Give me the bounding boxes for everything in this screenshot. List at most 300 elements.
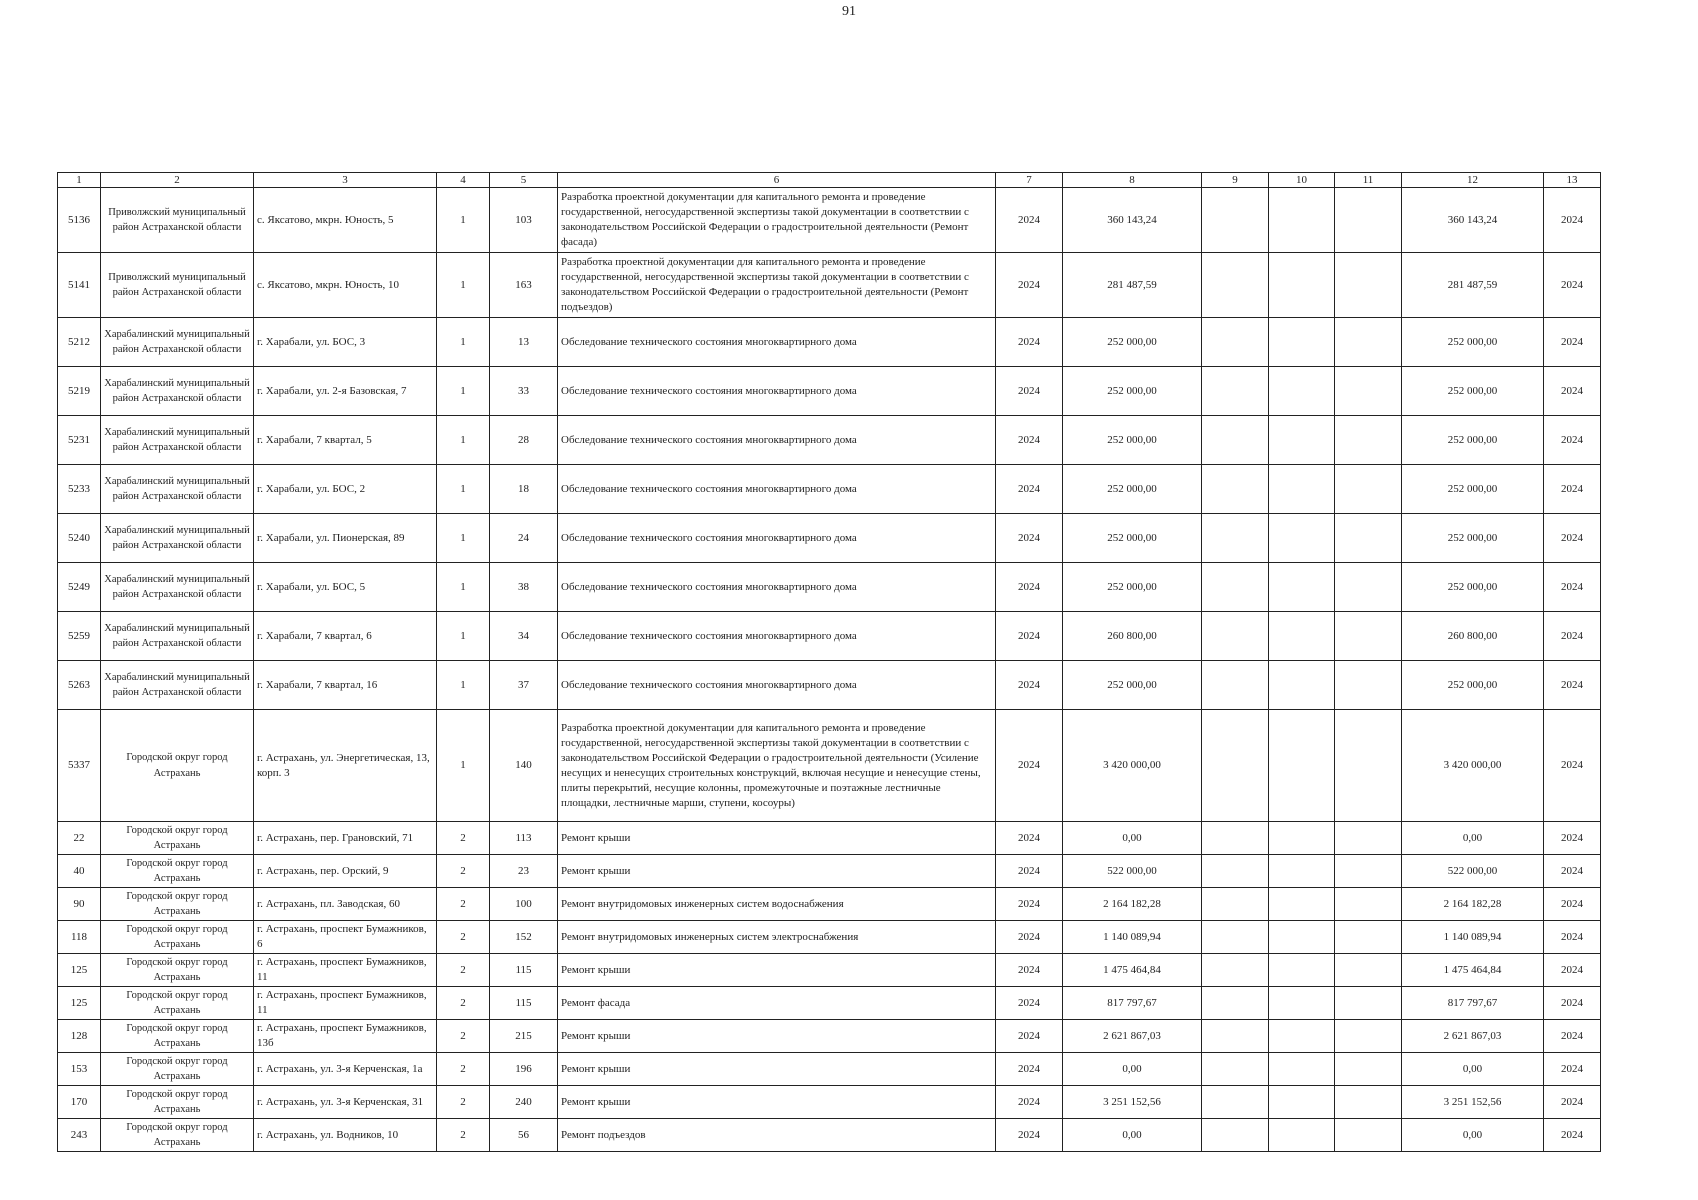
work-type-cell: Обследование технического состояния многоквартирного дома bbox=[558, 367, 996, 416]
address-cell: с. Яксатово, мкрн. Юность, 10 bbox=[254, 253, 437, 318]
total-cell: 281 487,59 bbox=[1402, 253, 1544, 318]
column-4-cell: 1 bbox=[437, 367, 490, 416]
end-year-cell: 2024 bbox=[1544, 661, 1601, 710]
year-cell: 2024 bbox=[996, 822, 1063, 855]
id-cell: 5263 bbox=[58, 661, 101, 710]
total-cell: 3 251 152,56 bbox=[1402, 1086, 1544, 1119]
end-year-cell: 2024 bbox=[1544, 612, 1601, 661]
end-year-cell: 2024 bbox=[1544, 1020, 1601, 1053]
district-cell: Харабалинский муниципальный район Астраханской области bbox=[101, 661, 254, 710]
work-type-cell: Ремонт крыши bbox=[558, 1086, 996, 1119]
column-11-cell bbox=[1335, 888, 1402, 921]
column-number-cell: 1 bbox=[58, 173, 101, 188]
column-number-cell: 2 bbox=[101, 173, 254, 188]
column-9-cell bbox=[1202, 188, 1269, 253]
column-10-cell bbox=[1269, 855, 1335, 888]
column-4-cell: 2 bbox=[437, 1053, 490, 1086]
column-9-cell bbox=[1202, 710, 1269, 822]
total-cell: 252 000,00 bbox=[1402, 661, 1544, 710]
column-11-cell bbox=[1335, 1086, 1402, 1119]
column-4-cell: 2 bbox=[437, 1086, 490, 1119]
district-cell: Приволжский муниципальный район Астраханской области bbox=[101, 253, 254, 318]
column-4-cell: 2 bbox=[437, 1119, 490, 1152]
column-11-cell bbox=[1335, 661, 1402, 710]
page-number: 91 bbox=[842, 4, 856, 19]
column-9-cell bbox=[1202, 954, 1269, 987]
id-cell: 40 bbox=[58, 855, 101, 888]
column-number-cell: 4 bbox=[437, 173, 490, 188]
id-cell: 5240 bbox=[58, 514, 101, 563]
column-11-cell bbox=[1335, 1020, 1402, 1053]
column-number-cell: 11 bbox=[1335, 173, 1402, 188]
id-cell: 5233 bbox=[58, 465, 101, 514]
column-9-cell bbox=[1202, 987, 1269, 1020]
district-cell: Городской округ город Астрахань bbox=[101, 1119, 254, 1152]
address-cell: г. Астрахань, пл. Заводская, 60 bbox=[254, 888, 437, 921]
column-number-cell: 12 bbox=[1402, 173, 1544, 188]
column-9-cell bbox=[1202, 465, 1269, 514]
column-5-cell: 113 bbox=[490, 822, 558, 855]
district-cell: Харабалинский муниципальный район Астраханской области bbox=[101, 612, 254, 661]
district-cell: Городской округ город Астрахань bbox=[101, 822, 254, 855]
table-row bbox=[58, 514, 1601, 563]
amount-cell: 281 487,59 bbox=[1063, 253, 1202, 318]
column-10-cell bbox=[1269, 514, 1335, 563]
total-cell: 360 143,24 bbox=[1402, 188, 1544, 253]
column-9-cell bbox=[1202, 855, 1269, 888]
column-4-cell: 1 bbox=[437, 318, 490, 367]
amount-cell: 252 000,00 bbox=[1063, 514, 1202, 563]
total-cell: 252 000,00 bbox=[1402, 367, 1544, 416]
district-cell: Городской округ город Астрахань bbox=[101, 710, 254, 822]
total-cell: 2 621 867,03 bbox=[1402, 1020, 1544, 1053]
end-year-cell: 2024 bbox=[1544, 514, 1601, 563]
table-row bbox=[58, 563, 1601, 612]
id-cell: 5231 bbox=[58, 416, 101, 465]
column-10-cell bbox=[1269, 710, 1335, 822]
column-4-cell: 1 bbox=[437, 514, 490, 563]
end-year-cell: 2024 bbox=[1544, 465, 1601, 514]
table-row bbox=[58, 855, 1601, 888]
id-cell: 5141 bbox=[58, 253, 101, 318]
column-number-cell: 8 bbox=[1063, 173, 1202, 188]
column-10-cell bbox=[1269, 1119, 1335, 1152]
id-cell: 5249 bbox=[58, 563, 101, 612]
column-11-cell bbox=[1335, 921, 1402, 954]
district-cell: Городской округ город Астрахань bbox=[101, 921, 254, 954]
address-cell: г. Астрахань, пер. Грановский, 71 bbox=[254, 822, 437, 855]
table-row bbox=[58, 188, 1601, 253]
address-cell: г. Астрахань, ул. 3-я Керченская, 1а bbox=[254, 1053, 437, 1086]
amount-cell: 260 800,00 bbox=[1063, 612, 1202, 661]
end-year-cell: 2024 bbox=[1544, 318, 1601, 367]
column-10-cell bbox=[1269, 987, 1335, 1020]
year-cell: 2024 bbox=[996, 1020, 1063, 1053]
table-row bbox=[58, 253, 1601, 318]
column-5-cell: 33 bbox=[490, 367, 558, 416]
total-cell: 1 140 089,94 bbox=[1402, 921, 1544, 954]
column-5-cell: 115 bbox=[490, 954, 558, 987]
amount-cell: 3 420 000,00 bbox=[1063, 710, 1202, 822]
work-type-cell: Обследование технического состояния многоквартирного дома bbox=[558, 661, 996, 710]
column-11-cell bbox=[1335, 710, 1402, 822]
table-row bbox=[58, 921, 1601, 954]
column-5-cell: 24 bbox=[490, 514, 558, 563]
column-11-cell bbox=[1335, 416, 1402, 465]
column-9-cell bbox=[1202, 888, 1269, 921]
table-row bbox=[58, 1119, 1601, 1152]
district-cell: Харабалинский муниципальный район Астраханской области bbox=[101, 367, 254, 416]
column-11-cell bbox=[1335, 1119, 1402, 1152]
address-cell: г. Астрахань, проспект Бумажников, 11 bbox=[254, 987, 437, 1020]
year-cell: 2024 bbox=[996, 1053, 1063, 1086]
work-type-cell: Обследование технического состояния многоквартирного дома bbox=[558, 514, 996, 563]
id-cell: 22 bbox=[58, 822, 101, 855]
column-4-cell: 2 bbox=[437, 1020, 490, 1053]
work-type-cell: Ремонт подъездов bbox=[558, 1119, 996, 1152]
column-10-cell bbox=[1269, 612, 1335, 661]
column-5-cell: 37 bbox=[490, 661, 558, 710]
total-cell: 1 475 464,84 bbox=[1402, 954, 1544, 987]
column-4-cell: 2 bbox=[437, 888, 490, 921]
district-cell: Харабалинский муниципальный район Астраханской области bbox=[101, 318, 254, 367]
column-4-cell: 2 bbox=[437, 954, 490, 987]
column-9-cell bbox=[1202, 921, 1269, 954]
year-cell: 2024 bbox=[996, 188, 1063, 253]
end-year-cell: 2024 bbox=[1544, 822, 1601, 855]
column-9-cell bbox=[1202, 1020, 1269, 1053]
column-5-cell: 34 bbox=[490, 612, 558, 661]
end-year-cell: 2024 bbox=[1544, 253, 1601, 318]
column-10-cell bbox=[1269, 563, 1335, 612]
id-cell: 125 bbox=[58, 954, 101, 987]
table-row bbox=[58, 1053, 1601, 1086]
amount-cell: 2 621 867,03 bbox=[1063, 1020, 1202, 1053]
total-cell: 260 800,00 bbox=[1402, 612, 1544, 661]
table-row bbox=[58, 888, 1601, 921]
address-cell: г. Астрахань, проспект Бумажников, 13б bbox=[254, 1020, 437, 1053]
total-cell: 252 000,00 bbox=[1402, 563, 1544, 612]
column-5-cell: 163 bbox=[490, 253, 558, 318]
column-9-cell bbox=[1202, 318, 1269, 367]
column-number-cell: 10 bbox=[1269, 173, 1335, 188]
column-5-cell: 103 bbox=[490, 188, 558, 253]
work-type-cell: Ремонт крыши bbox=[558, 822, 996, 855]
end-year-cell: 2024 bbox=[1544, 416, 1601, 465]
column-5-cell: 140 bbox=[490, 710, 558, 822]
address-cell: г. Астрахань, ул. Водников, 10 bbox=[254, 1119, 437, 1152]
year-cell: 2024 bbox=[996, 367, 1063, 416]
address-cell: г. Харабали, ул. БОС, 5 bbox=[254, 563, 437, 612]
amount-cell: 0,00 bbox=[1063, 1053, 1202, 1086]
column-11-cell bbox=[1335, 563, 1402, 612]
address-cell: г. Астрахань, пер. Орский, 9 bbox=[254, 855, 437, 888]
column-4-cell: 2 bbox=[437, 921, 490, 954]
column-4-cell: 1 bbox=[437, 710, 490, 822]
column-9-cell bbox=[1202, 563, 1269, 612]
column-10-cell bbox=[1269, 954, 1335, 987]
column-10-cell bbox=[1269, 465, 1335, 514]
end-year-cell: 2024 bbox=[1544, 855, 1601, 888]
work-type-cell: Обследование технического состояния многоквартирного дома bbox=[558, 318, 996, 367]
table-row bbox=[58, 465, 1601, 514]
column-9-cell bbox=[1202, 1086, 1269, 1119]
column-11-cell bbox=[1335, 514, 1402, 563]
column-11-cell bbox=[1335, 855, 1402, 888]
total-cell: 0,00 bbox=[1402, 1053, 1544, 1086]
column-5-cell: 38 bbox=[490, 563, 558, 612]
table-row bbox=[58, 367, 1601, 416]
amount-cell: 1 140 089,94 bbox=[1063, 921, 1202, 954]
table-row bbox=[58, 612, 1601, 661]
work-type-cell: Ремонт крыши bbox=[558, 1053, 996, 1086]
column-9-cell bbox=[1202, 661, 1269, 710]
amount-cell: 0,00 bbox=[1063, 1119, 1202, 1152]
amount-cell: 252 000,00 bbox=[1063, 416, 1202, 465]
address-cell: г. Астрахань, ул. Энергетическая, 13, корп. 3 bbox=[254, 710, 437, 822]
year-cell: 2024 bbox=[996, 855, 1063, 888]
id-cell: 90 bbox=[58, 888, 101, 921]
column-9-cell bbox=[1202, 822, 1269, 855]
total-cell: 2 164 182,28 bbox=[1402, 888, 1544, 921]
table-row bbox=[58, 710, 1601, 822]
work-type-cell: Ремонт внутридомовых инженерных систем водоснабжения bbox=[558, 888, 996, 921]
column-11-cell bbox=[1335, 465, 1402, 514]
column-9-cell bbox=[1202, 612, 1269, 661]
end-year-cell: 2024 bbox=[1544, 921, 1601, 954]
year-cell: 2024 bbox=[996, 987, 1063, 1020]
column-number-cell: 5 bbox=[490, 173, 558, 188]
work-type-cell: Ремонт внутридомовых инженерных систем электроснабжения bbox=[558, 921, 996, 954]
year-cell: 2024 bbox=[996, 710, 1063, 822]
id-cell: 128 bbox=[58, 1020, 101, 1053]
id-cell: 5212 bbox=[58, 318, 101, 367]
end-year-cell: 2024 bbox=[1544, 563, 1601, 612]
column-4-cell: 2 bbox=[437, 987, 490, 1020]
work-type-cell: Ремонт фасада bbox=[558, 987, 996, 1020]
district-cell: Городской округ город Астрахань bbox=[101, 954, 254, 987]
year-cell: 2024 bbox=[996, 514, 1063, 563]
column-4-cell: 1 bbox=[437, 661, 490, 710]
address-cell: г. Харабали, 7 квартал, 16 bbox=[254, 661, 437, 710]
total-cell: 252 000,00 bbox=[1402, 514, 1544, 563]
year-cell: 2024 bbox=[996, 563, 1063, 612]
column-9-cell bbox=[1202, 367, 1269, 416]
column-11-cell bbox=[1335, 367, 1402, 416]
year-cell: 2024 bbox=[996, 921, 1063, 954]
work-type-cell: Разработка проектной документации для капитального ремонта и проведение государственной, негосударственной экспертизы такой документации в соответствии с законодательством Российской Федерации о градостроительной деятельности (Ремонт подъездов) bbox=[558, 253, 996, 318]
column-9-cell bbox=[1202, 514, 1269, 563]
work-type-cell: Ремонт крыши bbox=[558, 954, 996, 987]
repair-registry-table bbox=[57, 172, 1601, 1152]
column-4-cell: 1 bbox=[437, 465, 490, 514]
column-number-cell: 6 bbox=[558, 173, 996, 188]
end-year-cell: 2024 bbox=[1544, 954, 1601, 987]
address-cell: г. Харабали, ул. Пионерская, 89 bbox=[254, 514, 437, 563]
column-10-cell bbox=[1269, 1086, 1335, 1119]
address-cell: г. Харабали, ул. БОС, 2 bbox=[254, 465, 437, 514]
column-4-cell: 1 bbox=[437, 563, 490, 612]
district-cell: Харабалинский муниципальный район Астраханской области bbox=[101, 465, 254, 514]
district-cell: Городской округ город Астрахань bbox=[101, 1086, 254, 1119]
id-cell: 118 bbox=[58, 921, 101, 954]
year-cell: 2024 bbox=[996, 612, 1063, 661]
year-cell: 2024 bbox=[996, 661, 1063, 710]
work-type-cell: Разработка проектной документации для капитального ремонта и проведение государственной, негосударственной экспертизы такой документации в соответствии с законодательством Российской Федерации о градостроительной деятельности (Усиление несущих и ненесущих строительных конструкций, включая несущие и ненесущие стены, плиты перекрытий, несущие колонны, промежуточные и поэтажные лестничные площадки, лестничные марши, ступени, косоуры) bbox=[558, 710, 996, 822]
column-10-cell bbox=[1269, 416, 1335, 465]
id-cell: 170 bbox=[58, 1086, 101, 1119]
total-cell: 0,00 bbox=[1402, 822, 1544, 855]
column-5-cell: 13 bbox=[490, 318, 558, 367]
year-cell: 2024 bbox=[996, 416, 1063, 465]
column-5-cell: 18 bbox=[490, 465, 558, 514]
column-10-cell bbox=[1269, 318, 1335, 367]
column-number-cell: 9 bbox=[1202, 173, 1269, 188]
total-cell: 817 797,67 bbox=[1402, 987, 1544, 1020]
table-row bbox=[58, 1086, 1601, 1119]
end-year-cell: 2024 bbox=[1544, 1053, 1601, 1086]
table-row bbox=[58, 318, 1601, 367]
column-4-cell: 2 bbox=[437, 822, 490, 855]
address-cell: г. Харабали, ул. 2-я Базовская, 7 bbox=[254, 367, 437, 416]
column-number-cell: 3 bbox=[254, 173, 437, 188]
district-cell: Приволжский муниципальный район Астраханской области bbox=[101, 188, 254, 253]
column-5-cell: 115 bbox=[490, 987, 558, 1020]
amount-cell: 2 164 182,28 bbox=[1063, 888, 1202, 921]
amount-cell: 252 000,00 bbox=[1063, 661, 1202, 710]
work-type-cell: Обследование технического состояния многоквартирного дома bbox=[558, 612, 996, 661]
table-row bbox=[58, 1020, 1601, 1053]
year-cell: 2024 bbox=[996, 954, 1063, 987]
amount-cell: 0,00 bbox=[1063, 822, 1202, 855]
amount-cell: 252 000,00 bbox=[1063, 318, 1202, 367]
year-cell: 2024 bbox=[996, 318, 1063, 367]
district-cell: Городской округ город Астрахань bbox=[101, 987, 254, 1020]
column-10-cell bbox=[1269, 1020, 1335, 1053]
address-cell: г. Астрахань, проспект Бумажников, 11 bbox=[254, 954, 437, 987]
district-cell: Городской округ город Астрахань bbox=[101, 888, 254, 921]
amount-cell: 817 797,67 bbox=[1063, 987, 1202, 1020]
table-row bbox=[58, 822, 1601, 855]
district-cell: Харабалинский муниципальный район Астраханской области bbox=[101, 514, 254, 563]
column-number-row bbox=[58, 173, 1601, 188]
address-cell: г. Харабали, 7 квартал, 5 bbox=[254, 416, 437, 465]
amount-cell: 522 000,00 bbox=[1063, 855, 1202, 888]
column-5-cell: 100 bbox=[490, 888, 558, 921]
column-11-cell bbox=[1335, 1053, 1402, 1086]
table-row bbox=[58, 954, 1601, 987]
amount-cell: 3 251 152,56 bbox=[1063, 1086, 1202, 1119]
column-10-cell bbox=[1269, 921, 1335, 954]
column-number-cell: 7 bbox=[996, 173, 1063, 188]
year-cell: 2024 bbox=[996, 1086, 1063, 1119]
amount-cell: 1 475 464,84 bbox=[1063, 954, 1202, 987]
column-5-cell: 215 bbox=[490, 1020, 558, 1053]
column-9-cell bbox=[1202, 416, 1269, 465]
column-11-cell bbox=[1335, 188, 1402, 253]
amount-cell: 252 000,00 bbox=[1063, 563, 1202, 612]
amount-cell: 360 143,24 bbox=[1063, 188, 1202, 253]
column-10-cell bbox=[1269, 188, 1335, 253]
column-9-cell bbox=[1202, 1053, 1269, 1086]
column-10-cell bbox=[1269, 253, 1335, 318]
id-cell: 5259 bbox=[58, 612, 101, 661]
column-9-cell bbox=[1202, 253, 1269, 318]
address-cell: г. Харабали, 7 квартал, 6 bbox=[254, 612, 437, 661]
column-11-cell bbox=[1335, 612, 1402, 661]
total-cell: 252 000,00 bbox=[1402, 416, 1544, 465]
district-cell: Городской округ город Астрахань bbox=[101, 855, 254, 888]
district-cell: Городской округ город Астрахань bbox=[101, 1020, 254, 1053]
id-cell: 125 bbox=[58, 987, 101, 1020]
column-10-cell bbox=[1269, 367, 1335, 416]
work-type-cell: Обследование технического состояния многоквартирного дома bbox=[558, 563, 996, 612]
year-cell: 2024 bbox=[996, 888, 1063, 921]
address-cell: с. Яксатово, мкрн. Юность, 5 bbox=[254, 188, 437, 253]
column-11-cell bbox=[1335, 253, 1402, 318]
column-5-cell: 28 bbox=[490, 416, 558, 465]
end-year-cell: 2024 bbox=[1544, 888, 1601, 921]
address-cell: г. Харабали, ул. БОС, 3 bbox=[254, 318, 437, 367]
column-5-cell: 56 bbox=[490, 1119, 558, 1152]
id-cell: 5219 bbox=[58, 367, 101, 416]
column-5-cell: 152 bbox=[490, 921, 558, 954]
column-number-cell: 13 bbox=[1544, 173, 1601, 188]
column-9-cell bbox=[1202, 1119, 1269, 1152]
total-cell: 252 000,00 bbox=[1402, 318, 1544, 367]
district-cell: Харабалинский муниципальный район Астраханской области bbox=[101, 563, 254, 612]
column-4-cell: 1 bbox=[437, 253, 490, 318]
column-4-cell: 1 bbox=[437, 188, 490, 253]
column-5-cell: 23 bbox=[490, 855, 558, 888]
end-year-cell: 2024 bbox=[1544, 1086, 1601, 1119]
work-type-cell: Ремонт крыши bbox=[558, 1020, 996, 1053]
column-5-cell: 240 bbox=[490, 1086, 558, 1119]
column-11-cell bbox=[1335, 954, 1402, 987]
table-row bbox=[58, 661, 1601, 710]
end-year-cell: 2024 bbox=[1544, 1119, 1601, 1152]
total-cell: 0,00 bbox=[1402, 1119, 1544, 1152]
total-cell: 3 420 000,00 bbox=[1402, 710, 1544, 822]
address-cell: г. Астрахань, проспект Бумажников, 6 bbox=[254, 921, 437, 954]
id-cell: 243 bbox=[58, 1119, 101, 1152]
table-row bbox=[58, 987, 1601, 1020]
column-4-cell: 1 bbox=[437, 416, 490, 465]
column-11-cell bbox=[1335, 318, 1402, 367]
column-11-cell bbox=[1335, 822, 1402, 855]
end-year-cell: 2024 bbox=[1544, 367, 1601, 416]
column-11-cell bbox=[1335, 987, 1402, 1020]
column-4-cell: 2 bbox=[437, 855, 490, 888]
id-cell: 153 bbox=[58, 1053, 101, 1086]
end-year-cell: 2024 bbox=[1544, 710, 1601, 822]
end-year-cell: 2024 bbox=[1544, 188, 1601, 253]
column-10-cell bbox=[1269, 661, 1335, 710]
end-year-cell: 2024 bbox=[1544, 987, 1601, 1020]
table-row bbox=[58, 416, 1601, 465]
amount-cell: 252 000,00 bbox=[1063, 465, 1202, 514]
id-cell: 5136 bbox=[58, 188, 101, 253]
year-cell: 2024 bbox=[996, 1119, 1063, 1152]
column-10-cell bbox=[1269, 822, 1335, 855]
amount-cell: 252 000,00 bbox=[1063, 367, 1202, 416]
district-cell: Городской округ город Астрахань bbox=[101, 1053, 254, 1086]
column-4-cell: 1 bbox=[437, 612, 490, 661]
work-type-cell: Ремонт крыши bbox=[558, 855, 996, 888]
year-cell: 2024 bbox=[996, 465, 1063, 514]
column-5-cell: 196 bbox=[490, 1053, 558, 1086]
work-type-cell: Обследование технического состояния многоквартирного дома bbox=[558, 465, 996, 514]
